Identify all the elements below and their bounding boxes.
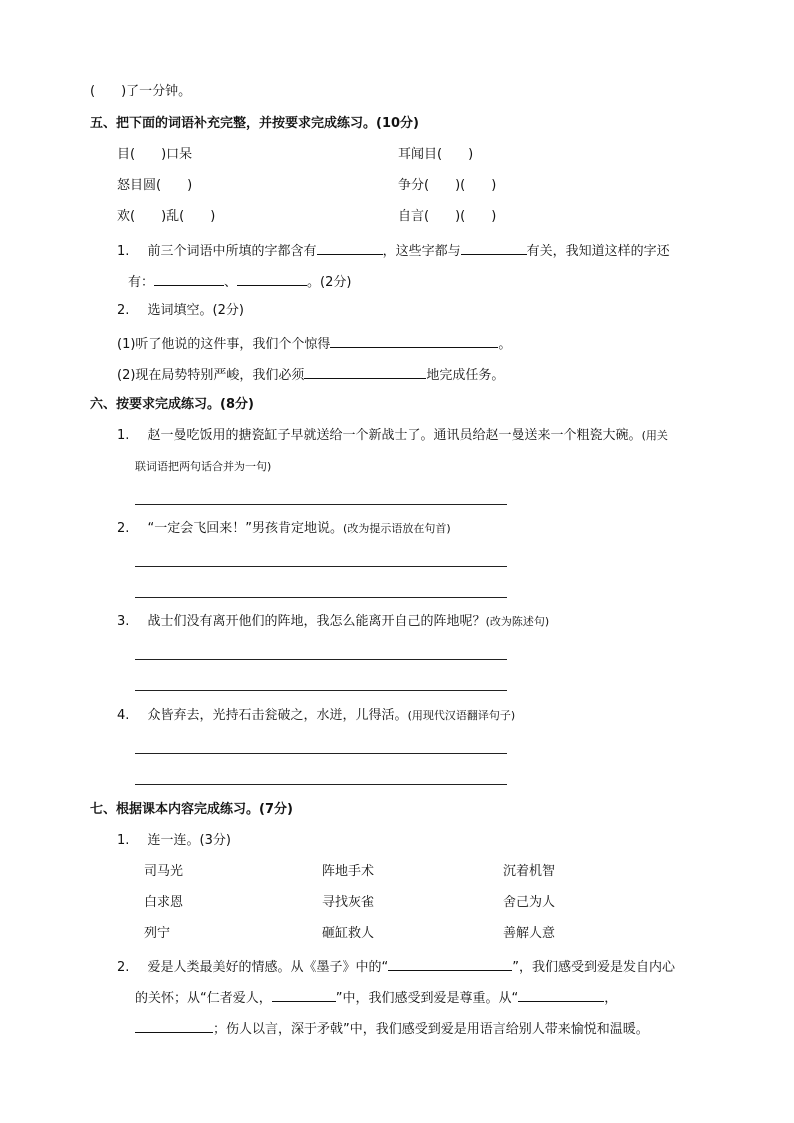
match-item[interactable]: 列宁 xyxy=(144,926,171,941)
s5-q2-blank-2[interactable] xyxy=(304,365,426,379)
s7-q1: 1. 连一连。(3分) xyxy=(117,833,231,848)
carryover-line: ( )了一分钟。 xyxy=(90,84,192,99)
answer-line[interactable] xyxy=(135,597,507,598)
match-item[interactable]: 砸缸救人 xyxy=(322,926,375,941)
section6-title: 六、按要求完成练习。(8分) xyxy=(90,397,254,412)
answer-line[interactable] xyxy=(135,566,507,567)
answer-line[interactable] xyxy=(135,690,507,691)
answer-line[interactable] xyxy=(135,659,507,660)
s7-q2-line3: ；伤人以言，深于矛戟”中，我们感受到爱是用语言给别人带来愉悦和温暖。 xyxy=(135,1019,649,1038)
s5-q1-line2: 有： 、 。(2分) xyxy=(128,272,351,291)
match-item[interactable]: 沉着机智 xyxy=(503,864,556,879)
section7-title: 七、根据课本内容完成练习。(7分) xyxy=(90,802,293,817)
match-item[interactable]: 阵地手术 xyxy=(322,864,375,879)
s6-q4: 4. 众皆弃去，光持石击瓮破之，水迸，儿得活。(用现代汉语翻译句子) xyxy=(117,708,516,723)
match-item[interactable]: 司马光 xyxy=(144,864,184,879)
s5-q2-item2: (2)现在局势特别严峻，我们必须 地完成任务。 xyxy=(117,365,504,384)
idiom-3: 怒目圆( ) xyxy=(117,178,193,193)
s5-q1-blank-3[interactable] xyxy=(154,272,224,286)
s5-q2: 2. 选词填空。(2分) xyxy=(117,303,244,318)
idiom-1: 目( )口呆 xyxy=(117,147,193,162)
answer-line[interactable] xyxy=(135,753,507,754)
s5-q1-blank-4[interactable] xyxy=(237,272,307,286)
s7-q2-line1: 2. 爱是人类最美好的情感。从《墨子》中的“ ”，我们感受到爱是发自内心 xyxy=(117,957,675,976)
s6-q2: 2. “一定会飞回来！”男孩肯定地说。(改为提示语放在句首) xyxy=(117,521,451,536)
s7-q2-blank-2[interactable] xyxy=(272,988,336,1002)
answer-line[interactable] xyxy=(135,784,507,785)
answer-line[interactable] xyxy=(135,504,507,505)
match-item[interactable]: 善解人意 xyxy=(503,926,556,941)
s5-q1-line1: 1. 前三个词语中所填的字都含有 ，这些字都与 有关，我知道这样的字还 xyxy=(117,241,670,260)
section5-title: 五、把下面的词语补充完整，并按要求完成练习。(10分) xyxy=(90,116,419,131)
s5-q1-blank-2[interactable] xyxy=(461,241,527,255)
s7-q2-blank-4[interactable] xyxy=(135,1019,213,1033)
idiom-2: 耳闻目( ) xyxy=(398,147,474,162)
s5-q2-blank-1[interactable] xyxy=(330,334,498,348)
s7-q2-line2: 的关怀；从“仁者爱人， ”中，我们感受到爱是尊重。从“ ， xyxy=(135,988,617,1007)
s6-q3: 3. 战士们没有离开他们的阵地，我怎么能离开自己的阵地呢？(改为陈述句) xyxy=(117,614,550,629)
match-item[interactable]: 舍己为人 xyxy=(503,895,556,910)
s7-q2-blank-1[interactable] xyxy=(388,957,512,971)
s7-q2-blank-3[interactable] xyxy=(518,988,604,1002)
s6-q1: 1. 赵一曼吃饭用的搪瓷缸子早就送给一个新战士了。通讯员给赵一曼送来一个粗瓷大碗。(用关 xyxy=(117,428,668,443)
idiom-5: 欢( )乱( ) xyxy=(117,209,216,224)
match-item[interactable]: 白求恩 xyxy=(144,895,184,910)
idiom-6: 自言( )( ) xyxy=(398,209,497,224)
match-item[interactable]: 寻找灰雀 xyxy=(322,895,375,910)
s6-q1-hint: 联词语把两句话合并为一句) xyxy=(135,460,272,473)
s5-q2-item1: (1)听了他说的这件事，我们个个惊得 。 xyxy=(117,334,511,353)
s5-q1-blank-1[interactable] xyxy=(317,241,383,255)
idiom-4: 争分( )( ) xyxy=(398,178,497,193)
